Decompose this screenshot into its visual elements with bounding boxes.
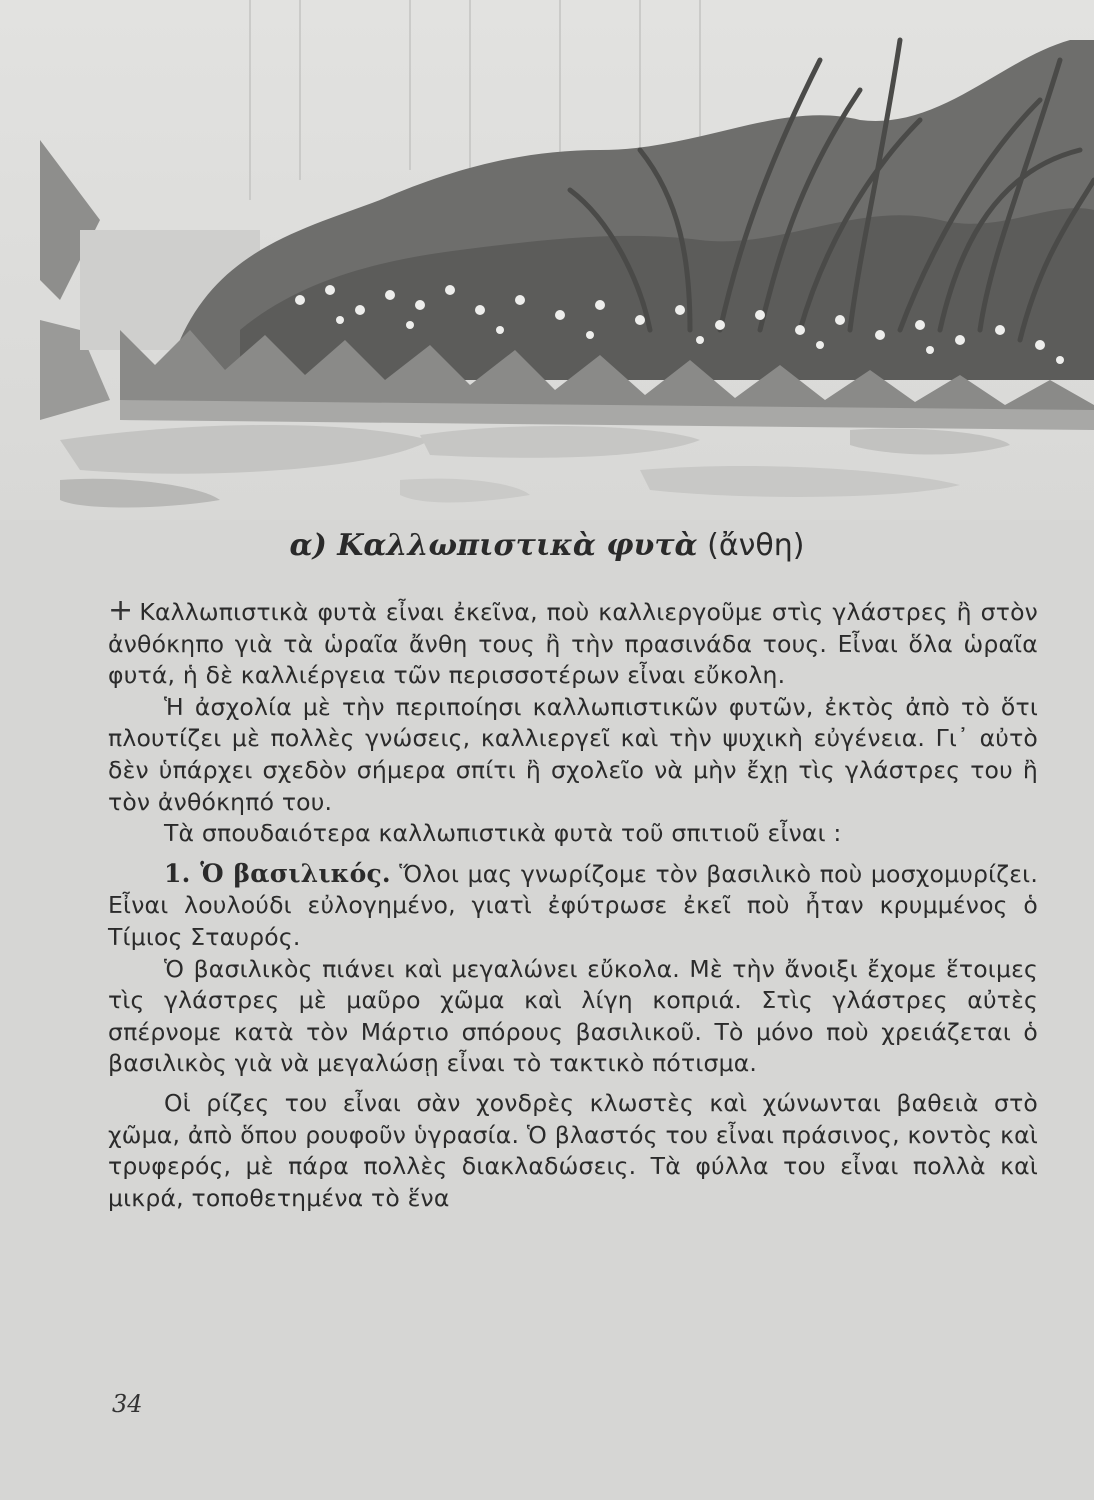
paragraph-1-text: Καλλωπιστικὰ φυτὰ εἶναι ἐκεῖνα, ποὺ καλλιεργοῦμε στὶς γλάστρες ἢ στὸν ἀνθόκηπο γιὰ τὰ ὡραῖα ἄνθη τους ἢ τὴν πρασινάδα τους. Εἶναι ὅλα ὡραῖα φυτά, ἡ δὲ καλλιέργεια τῶν περισσοτέρων εἶναι εὔκολη. (108, 598, 1038, 690)
paragraph-4-text: Ὅλοι μας γνωρίζομε τὸν βασιλικὸ ποὺ μοσχομυρίζει. Εἶναι λουλούδι εὐλογημένο, γιατὶ ἐφύτρωσε ἐκεῖ ποὺ ἦταν κρυμμένος ὁ Τίμιος Σταυρός. (108, 859, 1038, 951)
paragraph-2: Ἡ ἀσχολία μὲ τὴν περιποίησι καλλωπιστικῶν φυτῶν, ἐκτὸς ἀπὸ τὸ ὅτι πλουτίζει μὲ πολλὲς γνώσεις, καλλιεργεῖ καὶ τὴν ψυχικὴ εὐγένεια. Γι᾽ αὐτὸ δὲν ὑπάρχει σχεδὸν σήμερα σπίτι ἢ σχολεῖο νὰ μὴν ἔχῃ τὶς γλάστρες του ἢ τὸν ἀνθόκηπό του. (108, 692, 1038, 816)
body-text (108, 595, 1038, 1214)
handwritten-cross-mark: + (108, 593, 134, 628)
garden-illustration (0, 0, 1094, 520)
paragraph-6: Οἱ ρίζες του εἶναι σὰν χονδρὲς κλωστὲς καὶ χώνωνται βαθειὰ στὸ χῶμα, ἀπὸ ὅπου ρουφοῦν ὑγρασία. Ὁ βλαστός του εἶναι πράσινος, κοντὸς καὶ τρυφερός, μὲ πάρα πολλὲς διακλαδώσεις. Τὰ φύλλα του εἶναι πολλὰ καὶ μικρά, τοποθετημένα τὸ ἕνα (108, 1088, 1038, 1212)
paragraph-5: Ὁ βασιλικὸς πιάνει καὶ μεγαλώνει εὔκολα. Μὲ τὴν ἄνοιξι ἔχομε ἕτοιμες τὶς γλάστρες μὲ μαῦρο χῶμα καὶ λίγη κοπριά. Στὶς γλάστρες αὐτὲς σπέρνομε κατὰ τὸν Μάρτιο σπόρους βασιλικοῦ. Τὸ μόνο ποὺ χρειάζεται ὁ βασιλικὸς γιὰ νὰ μεγαλώσῃ εἶναι τὸ τακτικὸ πότισμα. (108, 954, 1038, 1078)
paragraph-4 (108, 858, 1038, 954)
section-title-main: α) Καλλωπιστικὰ φυτὰ (289, 528, 698, 563)
paragraph-3: Τὰ σπουδαιότερα καλλωπιστικὰ φυτὰ τοῦ σπιτιοῦ εἶναι : (164, 819, 842, 848)
basil-heading: 1. Ὁ βασιλικός. (164, 858, 391, 888)
page-number: 34 (112, 1390, 143, 1418)
section-title-parenthetical: (ἄνθη) (707, 528, 805, 563)
paragraph-1 (108, 595, 1038, 692)
section-title (0, 528, 1094, 563)
